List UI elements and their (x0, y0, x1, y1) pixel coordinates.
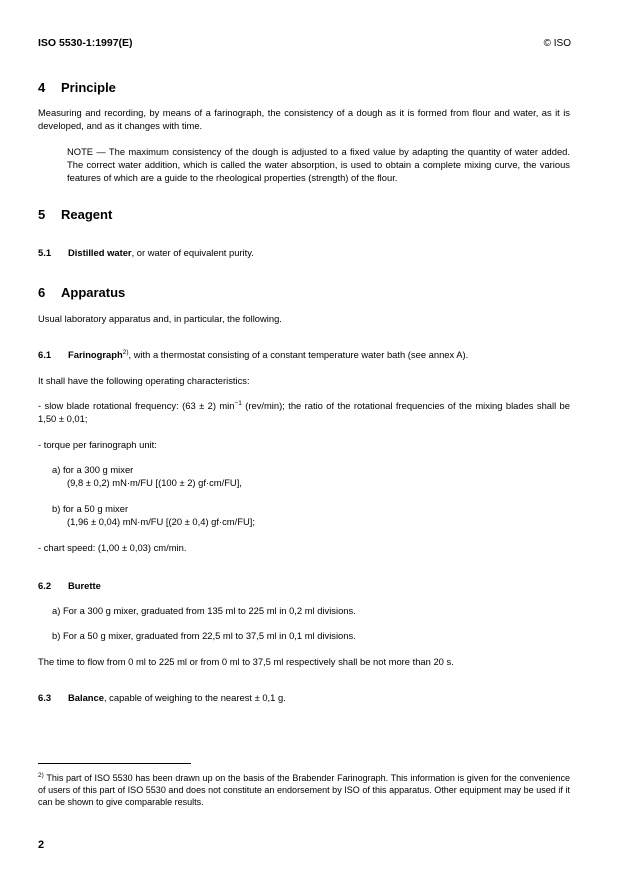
principle-paragraph: Measuring and recording, by means of a farinograph, the consistency of a dough as it is formed from flour and water, as it is developed, and as it changes with time. (38, 107, 570, 131)
clause-6-2 (38, 579, 101, 592)
operating-characteristics-intro: It shall have the following operating characteristics: (38, 375, 250, 386)
clause-text: , or water of equivalent purity. (131, 247, 254, 258)
clause-number: 5.1 (38, 247, 52, 258)
clause-title: Farinograph (68, 349, 123, 360)
section-title: Reagent (61, 207, 113, 222)
footnote-reference: 2) (122, 349, 129, 356)
clause-title: Burette (68, 580, 101, 591)
section-title: Apparatus (61, 285, 126, 300)
apparatus-intro: Usual laboratory apparatus and, in particular, the following. (38, 313, 282, 324)
torque-50g-value: (1,96 ± 0,04) mN·m/FU [(20 ± 0,4) gf·cm/FU]; (67, 516, 255, 527)
page-number: 2 (38, 839, 45, 851)
section-title: Principle (61, 80, 116, 95)
blade-frequency-item (38, 399, 570, 425)
copyright-notice: © ISO (543, 38, 571, 49)
clause-number: 6.3 (38, 692, 52, 703)
section-5-heading (38, 207, 112, 222)
burette-300g: a) For a 300 g mixer, graduated from 135 ml to 225 ml in 0,2 ml divisions. (52, 605, 356, 616)
clause-title: Distilled water (68, 247, 132, 258)
clause-title: Balance (68, 692, 104, 703)
clause-text: , with a thermostat consisting of a constant temperature water bath (see annex A). (128, 349, 469, 360)
section-number: 6 (38, 285, 46, 300)
clause-5-1 (38, 246, 570, 259)
principle-note: NOTE — The maximum consistency of the dough is adjusted to a fixed value by adapting the quantity of water added. The correct water addition, which is called the water absorption, is used to obtain a complete mixing curve, the various features of which are a guide to the rheological properties (strength) of the flour. (67, 146, 570, 183)
section-4-heading (38, 80, 116, 95)
footnote-text: This part of ISO 5530 has been drawn up on the basis of the Brabender Farinograph. This information is given for the convenience of users of this part of ISO 5530 and does not constitute an endorsement by ISO of this apparatus. Other equipment may be used if it can be shown to give comparable results. (38, 773, 570, 807)
torque-item: - torque per farinograph unit: (38, 439, 157, 450)
torque-300g-value: (9,8 ± 0,2) mN·m/FU [(100 ± 2) gf·cm/FU], (67, 477, 242, 488)
clause-6-3 (38, 691, 286, 704)
burette-50g: b) For a 50 g mixer, graduated from 22,5 ml to 37,5 ml in 0,1 ml divisions. (52, 630, 356, 641)
document-id: ISO 5530-1:1997(E) (38, 37, 133, 49)
section-6-heading (38, 285, 125, 300)
torque-50g-label: b) for a 50 g mixer (52, 503, 129, 514)
clause-6-1 (38, 348, 570, 361)
clause-text: , capable of weighing to the nearest ± 0,1 g. (103, 692, 286, 703)
unit-exponent: −1 (234, 400, 242, 407)
footnote (38, 772, 570, 808)
clause-number: 6.2 (38, 580, 52, 591)
section-number: 5 (38, 207, 46, 222)
blade-text-part1: - slow blade rotational frequency: (63 ± 2) min (38, 400, 235, 411)
blade-text-part2: (rev/min); the ratio of the rotational frequencies of the mixing blades shall be 1,50 ± 0,01; (38, 400, 570, 424)
flow-time-text: The time to flow from 0 ml to 225 ml or from 0 ml to 37,5 ml respectively shall be not more than 20 s. (38, 656, 454, 667)
torque-300g-label: a) for a 300 g mixer (52, 464, 134, 475)
clause-number: 6.1 (38, 349, 52, 360)
chart-speed-item: - chart speed: (1,00 ± 0,03) cm/min. (38, 542, 187, 553)
footnote-mark: 2) (38, 772, 44, 779)
section-number: 4 (38, 80, 46, 95)
footnote-separator (38, 763, 191, 764)
